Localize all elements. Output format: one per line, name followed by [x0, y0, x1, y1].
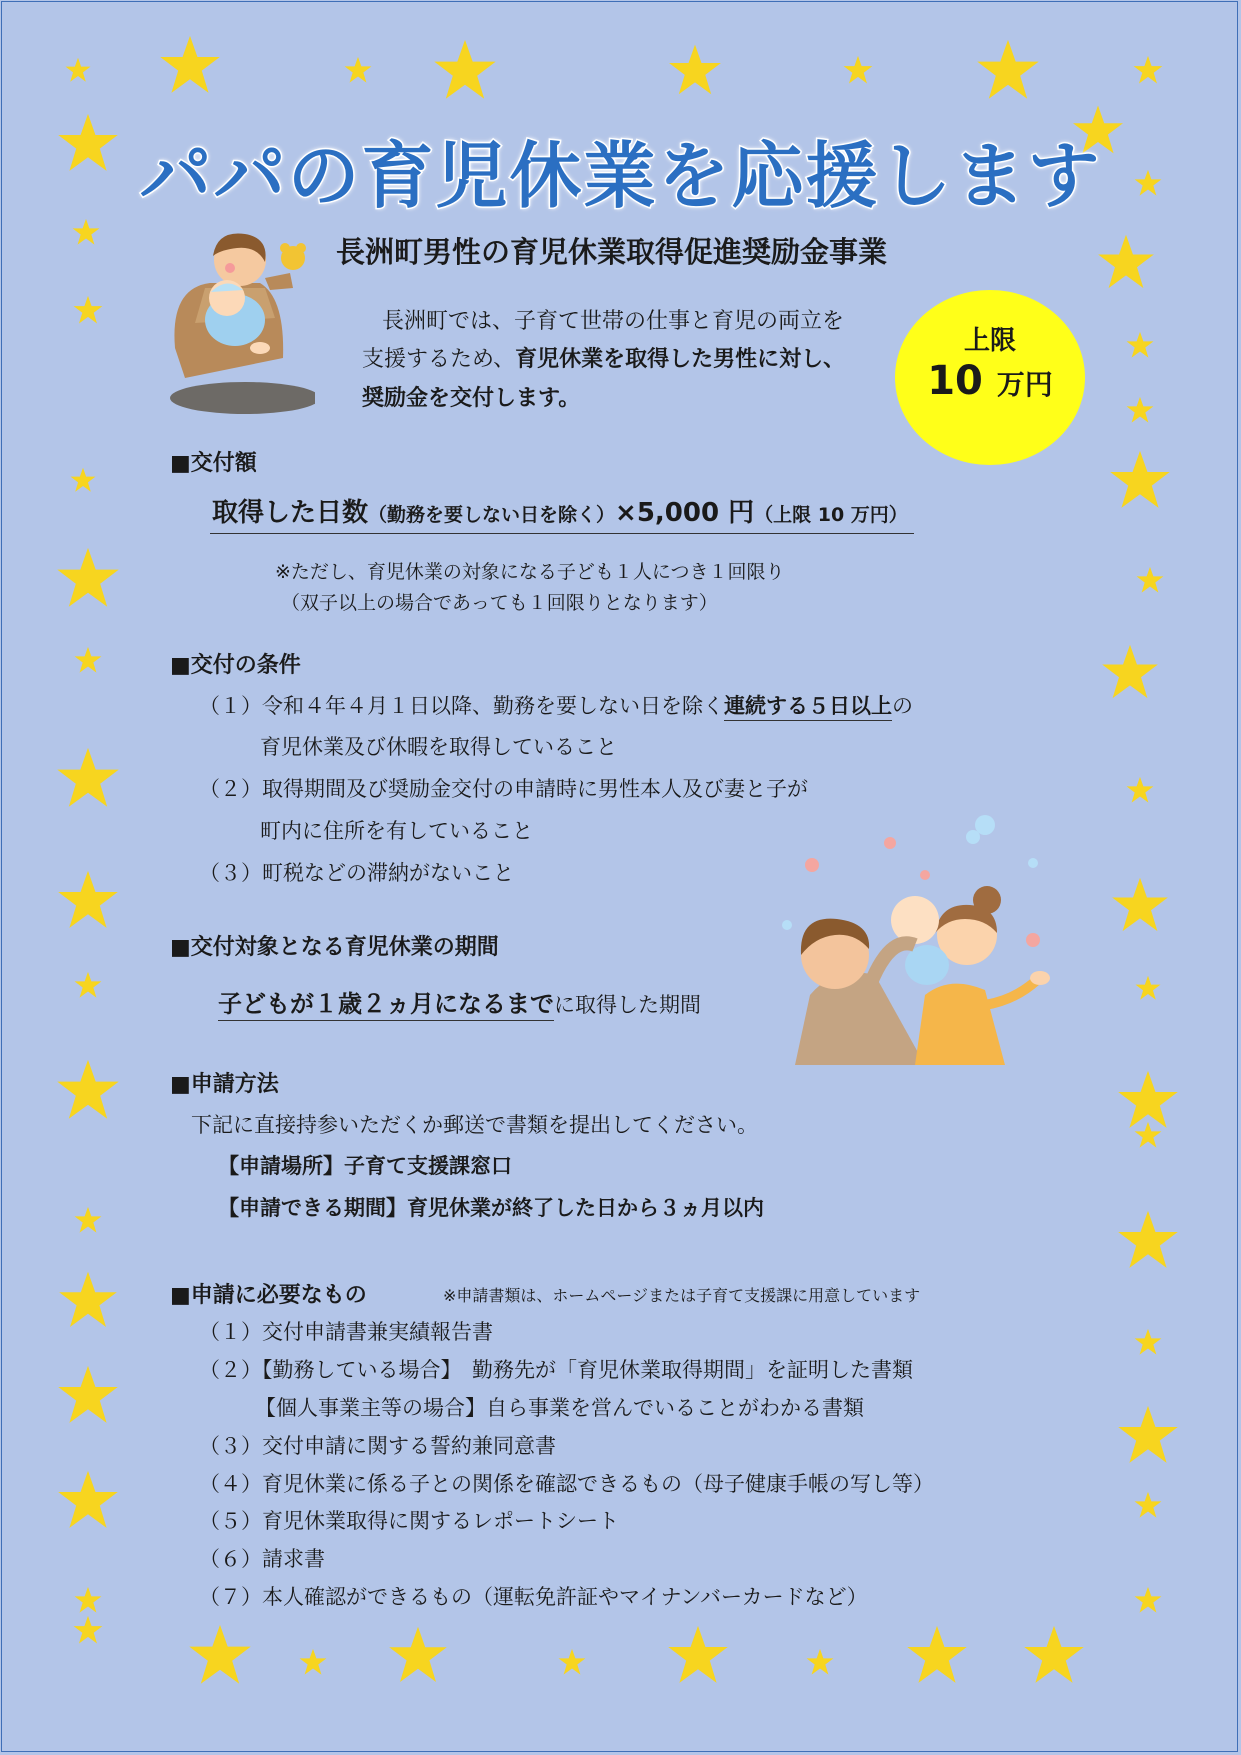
father-with-baby-illustration	[165, 228, 315, 418]
condition-item-2	[199, 773, 808, 803]
period-rest: に取得した期間	[554, 993, 701, 1017]
required-item-3: （３）交付申請に関する誓約兼同意書	[199, 1434, 556, 1458]
required-item-2: （２）【勤務している場合】 勤務先が「育児休業取得期間」を証明した書類	[199, 1358, 913, 1382]
amount-note-1: ※ただし、育児休業の対象になる子ども１人につき１回限り	[275, 561, 785, 583]
star-icon	[1117, 1404, 1179, 1466]
required-item-6: （６）請求書	[199, 1547, 325, 1571]
formula-paren: （勤務を要しない日を除く）	[368, 504, 616, 526]
condition-item-1	[199, 690, 913, 720]
limit-unit: 万円	[996, 368, 1053, 401]
intro-line-2	[362, 342, 845, 373]
star-icon	[1133, 55, 1163, 85]
period-text	[218, 984, 701, 1019]
intro-line-1: 長洲町では、子育て世帯の仕事と育児の両立を	[382, 309, 845, 334]
star-icon	[74, 971, 102, 999]
required-note: ※申請書類は、ホームページまたは子育て支援課に用意しています	[443, 1286, 921, 1305]
star-icon	[1136, 566, 1164, 594]
star-icon	[1109, 449, 1171, 511]
star-icon	[1134, 1586, 1162, 1614]
star-icon	[56, 746, 120, 810]
section-heading-amount: ■交付額	[170, 451, 257, 476]
star-icon	[1111, 876, 1169, 934]
star-icon	[74, 1206, 102, 1234]
star-icon	[74, 1586, 102, 1614]
amount-formula	[210, 492, 914, 534]
star-icon	[56, 1058, 120, 1122]
star-icon	[1134, 1121, 1162, 1149]
formula-main: 取得した日数	[212, 498, 369, 528]
star-icon	[1134, 1491, 1162, 1519]
star-icon	[344, 56, 372, 84]
condition-1-suffix: の	[892, 694, 913, 718]
star-icon	[843, 55, 873, 85]
condition-1-emphasis: 連続する５日以上	[724, 694, 892, 721]
star-icon	[299, 1648, 327, 1676]
star-icon	[433, 38, 497, 102]
star-icon	[1101, 643, 1159, 701]
star-icon	[1126, 776, 1154, 804]
family-illustration	[775, 815, 1065, 1065]
subtitle: 長洲町男性の育児休業取得促進奨励金事業	[336, 235, 888, 269]
required-item-4: （４）育児休業に係る子との関係を確認できるもの（母子健康手帳の写し等）	[199, 1472, 934, 1496]
star-icon	[906, 1624, 968, 1686]
star-icon	[388, 1625, 448, 1685]
star-icon	[1126, 396, 1154, 424]
star-icon	[1126, 331, 1154, 359]
apply-instructions: 下記に直接持参いただくか郵送で書類を提出してください。	[191, 1113, 758, 1137]
condition-1-text: 令和４年４月１日以降、勤務を要しない日を除く	[262, 694, 724, 718]
condition-item-3	[199, 857, 514, 887]
period-emphasis: 子どもが１歳２ヵ月になるまで	[218, 990, 554, 1021]
section-heading-period: ■交付対象となる育児休業の期間	[170, 935, 499, 960]
limit-badge	[895, 290, 1085, 465]
star-icon	[73, 295, 103, 325]
condition-1-number: （１）	[199, 694, 262, 718]
limit-badge-label: 上限	[963, 326, 1016, 356]
star-icon	[57, 1364, 119, 1426]
star-icon	[57, 1469, 119, 1531]
star-icon	[70, 467, 96, 493]
condition-2-number: （２）	[199, 777, 262, 801]
required-item-2-alt: 【個人事業主等の場合】自ら事業を営んでいることがわかる書類	[255, 1396, 864, 1420]
intro-line-2-prefix: 支援するため、	[362, 347, 516, 372]
star-icon	[73, 1615, 103, 1645]
intro-line-3: 奨励金を交付します。	[362, 386, 581, 411]
star-icon	[56, 546, 120, 610]
star-icon	[976, 38, 1040, 102]
required-item-5: （５）育児休業取得に関するレポートシート	[199, 1509, 619, 1533]
star-icon	[65, 57, 91, 83]
condition-item-1-line-2: 育児休業及び休暇を取得していること	[260, 735, 617, 759]
formula-rate: ×5,000 円	[615, 498, 755, 528]
section-heading-conditions: ■交付の条件	[170, 653, 301, 678]
section-heading-required: ■申請に必要なもの	[170, 1283, 367, 1308]
star-icon	[74, 646, 102, 674]
star-icon	[188, 1623, 252, 1687]
star-icon	[667, 1624, 729, 1686]
section-heading-apply: ■申請方法	[170, 1072, 279, 1097]
condition-2-text: 取得期間及び奨励金交付の申請時に男性本人及び妻と子が	[262, 777, 808, 801]
star-icon	[806, 1648, 834, 1676]
star-icon	[1023, 1624, 1085, 1686]
intro-line-2-bold: 育児休業を取得した男性に対し、	[515, 347, 846, 372]
star-icon	[58, 1270, 118, 1330]
condition-item-2-line-2: 町内に住所を有していること	[260, 819, 533, 843]
star-icon	[72, 218, 100, 246]
apply-deadline: 【申請できる期間】育児休業が終了した日から３ヵ月以内	[218, 1196, 764, 1220]
page-title: パパの育児休業を応援します	[139, 134, 1102, 218]
star-icon	[1117, 1209, 1179, 1271]
limit-badge-amount	[895, 358, 1085, 404]
star-icon	[57, 869, 119, 931]
star-icon	[1097, 233, 1155, 291]
star-icon	[668, 43, 722, 97]
apply-place: 【申請場所】子育て支援課窓口	[218, 1154, 512, 1178]
star-icon	[558, 1648, 586, 1676]
limit-amount: 10	[927, 358, 983, 404]
required-item-1: （１）交付申請書兼実績報告書	[199, 1320, 493, 1344]
condition-3-number: （３）	[199, 861, 262, 885]
amount-note-2: （双子以上の場合であっても１回限りとなります）	[281, 592, 718, 614]
star-icon	[159, 34, 221, 96]
formula-limit: （上限 10 万円）	[754, 504, 908, 526]
required-item-7: （７）本人確認ができるもの（運転免許証やマイナンバーカードなど）	[199, 1585, 868, 1609]
condition-3-text: 町税などの滞納がないこと	[262, 861, 514, 885]
star-icon	[1134, 1328, 1162, 1356]
star-icon	[1135, 975, 1161, 1001]
